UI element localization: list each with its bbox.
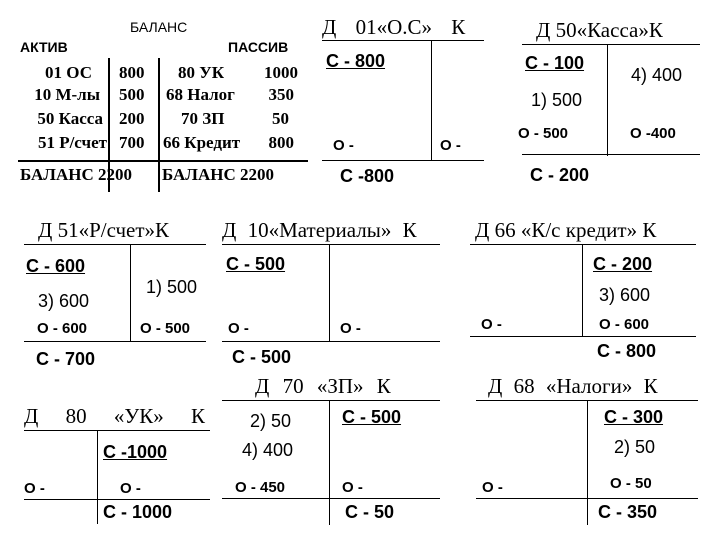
account-title: Д 01«О.С» К bbox=[322, 15, 466, 39]
debit-turnover: О - bbox=[481, 316, 502, 333]
t-account-top-line bbox=[222, 400, 440, 401]
liability-account: 80 УК bbox=[178, 63, 225, 82]
closing-balance: С - 50 bbox=[345, 502, 395, 522]
balance-title: БАЛАНС bbox=[130, 19, 188, 35]
asset-account: 51 Р/счет bbox=[37, 133, 107, 152]
credit-entry: 2) 50 bbox=[614, 437, 656, 457]
debit-entry: 2) 50 bbox=[250, 411, 292, 431]
balance-total-right: БАЛАНС 2200 bbox=[162, 165, 274, 184]
debit-entry: 3) 600 bbox=[38, 291, 90, 311]
credit-turnover: О -400 bbox=[630, 125, 676, 142]
asset-account: 50 Касса bbox=[37, 109, 103, 128]
t-account-bottom-line bbox=[476, 498, 698, 499]
closing-balance: С - 500 bbox=[232, 347, 292, 367]
closing-balance: С - 200 bbox=[530, 165, 590, 185]
liability-account: 66 Кредит bbox=[163, 133, 241, 152]
asset-account: 10 М-лы bbox=[34, 85, 100, 104]
debit-entry: 4) 400 bbox=[242, 440, 294, 460]
liability-amount: 350 bbox=[268, 85, 294, 104]
t-account-top-line bbox=[470, 244, 696, 245]
opening-balance: С - 800 bbox=[326, 51, 386, 71]
t-account-top-line bbox=[222, 244, 440, 245]
debit-turnover: О - bbox=[333, 137, 354, 154]
asset-account: 01 ОС bbox=[45, 63, 92, 82]
opening-balance: С -1000 bbox=[103, 442, 168, 462]
credit-turnover: О - 50 bbox=[610, 475, 652, 492]
t-account-center-line bbox=[329, 400, 330, 525]
t-account-top-line bbox=[322, 40, 484, 41]
t-account-center-line bbox=[431, 40, 432, 160]
asset-amount: 800 bbox=[119, 63, 145, 82]
t-account-center-line bbox=[329, 244, 330, 342]
t-account-bottom-line bbox=[222, 498, 440, 499]
account-title: Д 68 «Налоги» К bbox=[488, 374, 658, 398]
account-title: Д 50«Касса»К bbox=[536, 18, 663, 42]
t-account-top-line bbox=[24, 244, 206, 245]
t-account-center-line bbox=[587, 400, 588, 525]
credit-entry: 4) 400 bbox=[631, 65, 683, 85]
debit-turnover: О - bbox=[482, 479, 503, 496]
liability-account: 70 ЗП bbox=[181, 109, 225, 128]
account-title: Д 10«Материалы» К bbox=[222, 218, 417, 242]
closing-balance: С - 700 bbox=[36, 349, 96, 369]
closing-balance: С - 350 bbox=[598, 502, 658, 522]
credit-turnover: О - bbox=[440, 137, 461, 154]
closing-balance: С - 1000 bbox=[103, 502, 173, 522]
credit-entry: 1) 500 bbox=[146, 277, 198, 297]
debit-entry: 1) 500 bbox=[531, 90, 583, 110]
t-account-top-line bbox=[522, 44, 700, 45]
t-account-center-line bbox=[607, 44, 608, 156]
asset-amount: 200 bbox=[119, 109, 145, 128]
opening-balance: С - 100 bbox=[525, 53, 585, 73]
liability-amount: 800 bbox=[268, 133, 294, 152]
credit-entry: 3) 600 bbox=[599, 285, 651, 305]
liability-amount: 1000 bbox=[264, 63, 298, 82]
balance-center-line bbox=[158, 58, 160, 192]
t-account-bottom-line bbox=[24, 499, 210, 500]
credit-turnover: О - bbox=[340, 320, 361, 337]
credit-turnover: О - bbox=[120, 480, 141, 497]
balance-divider bbox=[18, 160, 308, 162]
opening-balance: С - 600 bbox=[26, 256, 86, 276]
t-account-center-line bbox=[130, 244, 131, 342]
credit-turnover: О - 500 bbox=[140, 320, 191, 337]
liability-header: ПАССИВ bbox=[228, 39, 289, 55]
debit-turnover: О - bbox=[24, 480, 45, 497]
t-account-bottom-line bbox=[222, 341, 440, 342]
debit-turnover: О - 600 bbox=[37, 320, 88, 337]
t-account-bottom-line bbox=[24, 341, 206, 342]
opening-balance: С - 500 bbox=[342, 407, 402, 427]
debit-turnover: О - bbox=[228, 320, 249, 337]
opening-balance: С - 200 bbox=[593, 254, 653, 274]
account-title: Д 80 «УК» К bbox=[24, 404, 205, 428]
account-title: Д 70 «ЗП» К bbox=[255, 374, 391, 398]
t-account-bottom-line bbox=[470, 336, 696, 337]
liability-account: 68 Налог bbox=[166, 85, 235, 104]
asset-header: АКТИВ bbox=[20, 39, 68, 55]
closing-balance: С -800 bbox=[340, 166, 395, 186]
opening-balance: С - 300 bbox=[604, 407, 664, 427]
liability-amount: 50 bbox=[272, 109, 289, 128]
balance-total-left: БАЛАНС 2200 bbox=[20, 165, 132, 184]
account-title: Д 51«Р/счет»К bbox=[38, 218, 170, 242]
credit-turnover: О - 600 bbox=[599, 316, 650, 333]
closing-balance: С - 800 bbox=[597, 341, 657, 361]
credit-turnover: О - bbox=[342, 479, 363, 496]
debit-turnover: О - 500 bbox=[518, 125, 569, 142]
t-account-center-line bbox=[582, 244, 583, 336]
t-account-bottom-line bbox=[322, 160, 484, 161]
asset-amount: 700 bbox=[119, 133, 145, 152]
t-account-center-line bbox=[97, 430, 98, 524]
debit-turnover: О - 450 bbox=[235, 479, 286, 496]
account-title: Д 66 «К/с кредит» К bbox=[475, 218, 657, 242]
asset-amount: 500 bbox=[119, 85, 145, 104]
opening-balance: С - 500 bbox=[226, 254, 286, 274]
t-account-top-line bbox=[24, 430, 210, 431]
t-account-bottom-line bbox=[522, 154, 700, 155]
